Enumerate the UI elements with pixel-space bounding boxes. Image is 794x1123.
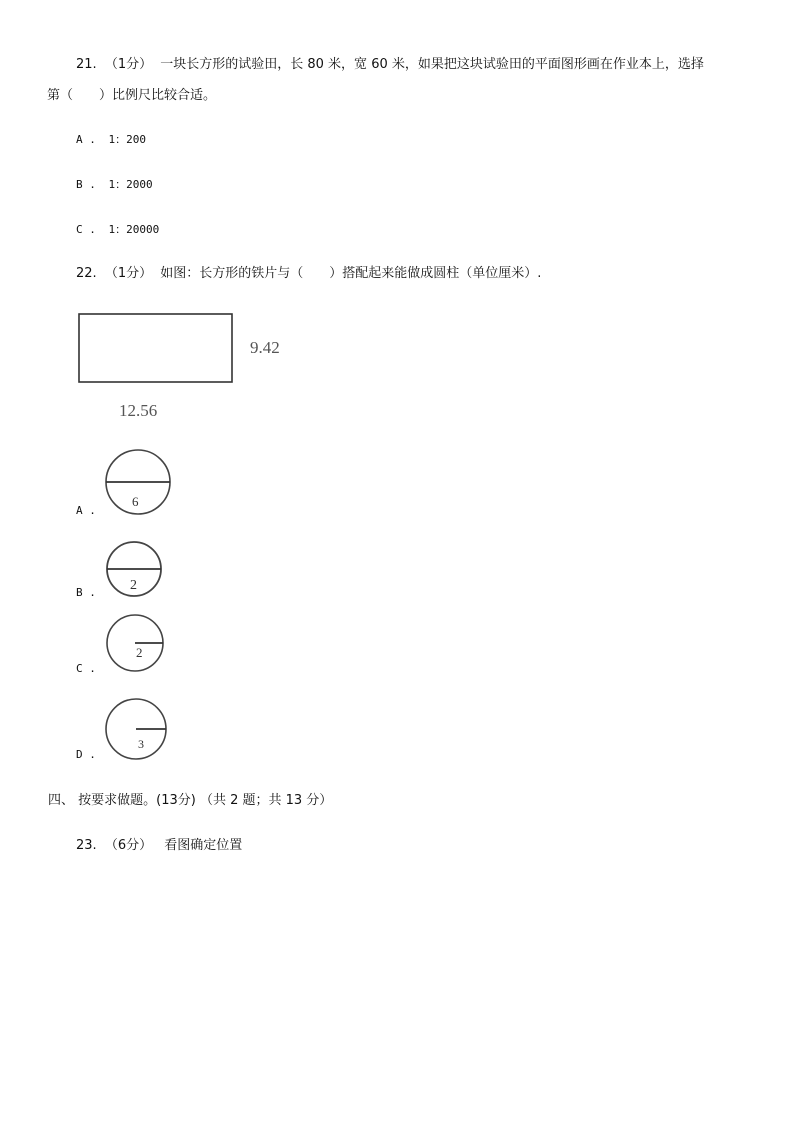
q22-text: 如图：长方形的铁片与（ ）搭配起来能做成圆柱（单位厘米）. — [160, 266, 542, 281]
iron-sheet-rectangle — [79, 314, 232, 382]
circle-label: 2 — [130, 578, 137, 593]
q23-line — [76, 838, 242, 854]
q21-text-line2: 第（ ）比例尺比较合适。 — [47, 88, 217, 103]
iron-sheet-rectangle-figure — [70, 305, 300, 430]
q22-option-b-circle[interactable] — [104, 540, 166, 600]
q22-option-a-circle[interactable] — [103, 448, 175, 518]
q22-line — [76, 266, 541, 282]
q22-option-b-letter[interactable]: B . — [76, 586, 96, 599]
q23-text: 看图确定位置 — [164, 838, 243, 853]
q21-number: 21. — [76, 57, 97, 72]
q21-option-a[interactable] — [76, 132, 146, 148]
q21-option-b[interactable] — [76, 177, 153, 193]
q22-option-a-letter[interactable]: A . — [76, 504, 96, 517]
q22-number: 22. — [76, 266, 97, 281]
q21-text-line1: 一块长方形的试验田，长 80 米，宽 60 米，如果把这块试验田的平面图形画在作业本上，选择 — [160, 57, 704, 72]
option-letter: C . — [76, 223, 96, 236]
circle-label: 6 — [132, 494, 139, 509]
option-letter: A . — [76, 133, 96, 146]
circle-label: 3 — [138, 737, 144, 751]
q22-option-d-letter[interactable]: D . — [76, 748, 96, 761]
option-text: 1：2000 — [108, 178, 153, 191]
option-letter: B . — [76, 178, 96, 191]
q22-option-c-letter[interactable]: C . — [76, 662, 96, 675]
rect-height-label: 9.42 — [250, 338, 280, 357]
option-text: 1：200 — [108, 133, 146, 146]
option-text: 1：20000 — [108, 223, 160, 236]
q21-line1 — [76, 57, 704, 73]
circle-label: 2 — [136, 645, 143, 660]
q21-score: （1分） — [104, 57, 153, 72]
rect-width-label: 12.56 — [119, 401, 158, 420]
section4-heading: 四、 按要求做题。(13分) （共 2 题；共 13 分） — [48, 793, 333, 808]
q23-number: 23. — [76, 838, 97, 853]
q23-score: （6分） — [104, 838, 153, 853]
q22-option-c-circle[interactable] — [104, 613, 168, 675]
q21-option-c[interactable] — [76, 222, 159, 238]
q22-option-d-circle[interactable] — [104, 697, 170, 763]
q22-score: （1分） — [104, 266, 153, 281]
